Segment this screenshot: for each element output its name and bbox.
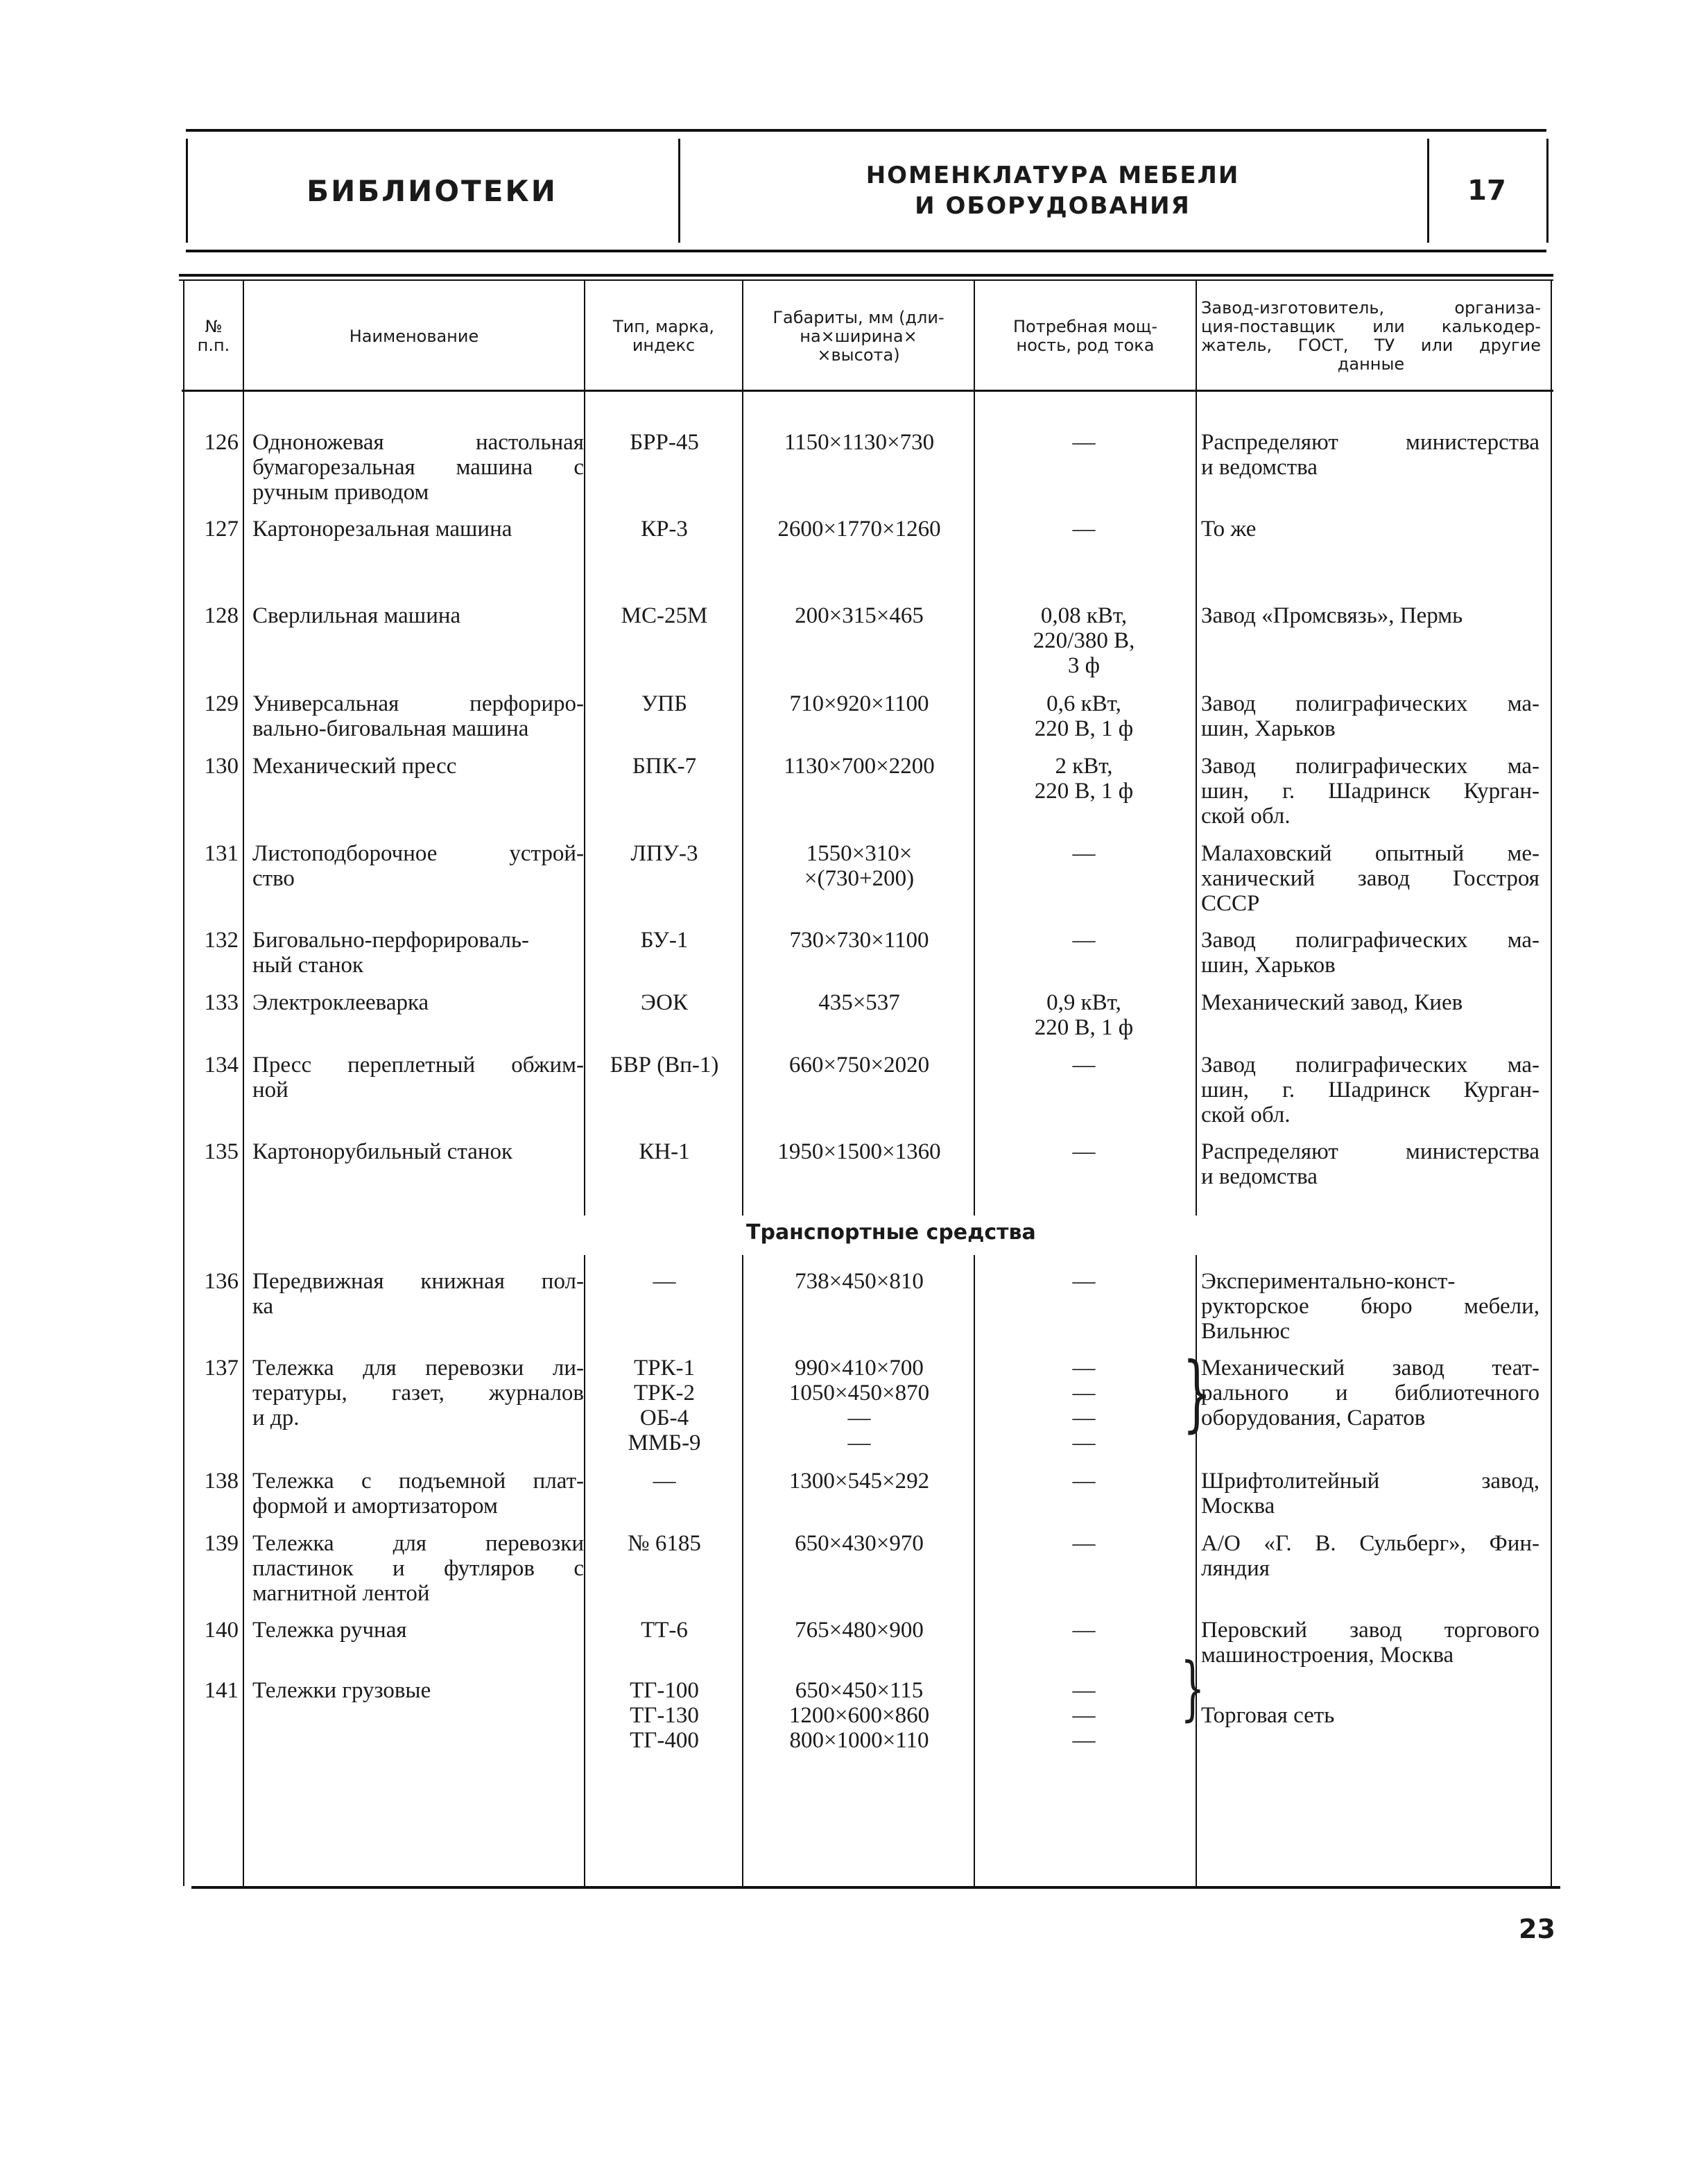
- cell-type: [588, 754, 741, 779]
- cell-dims: [746, 1531, 972, 1556]
- cell-dims: [746, 1618, 972, 1643]
- column-rule: [584, 1255, 585, 1886]
- cell-line: оборудования, Саратов: [1201, 1406, 1426, 1430]
- cell-line: бумагорезальная машина с: [252, 455, 584, 480]
- cell-line: ской обл.: [1201, 1102, 1291, 1127]
- section-title-transport: Транспортные средства: [746, 1220, 1036, 1245]
- cell-line: Тележка для перевозки ли-: [252, 1356, 584, 1381]
- cell-line: —: [1072, 1469, 1096, 1494]
- cell-line: 650×430×970: [795, 1531, 924, 1556]
- cell-line: ство: [252, 866, 295, 891]
- cell-line: Механический завод, Киев: [1201, 990, 1463, 1015]
- cell-no: 141: [204, 1678, 239, 1703]
- cell-no: 129: [204, 691, 239, 716]
- cell-line: 2 кВт,: [1055, 754, 1113, 779]
- column-header-no: [184, 284, 243, 388]
- cell-line: ханический завод Госстроя: [1201, 866, 1539, 891]
- sheet-number: 17: [1467, 175, 1506, 207]
- cell-line: —: [1072, 928, 1096, 953]
- cell-line: Завод полиграфических ма-: [1201, 754, 1539, 779]
- cell-line: 220 В, 1 ф: [1034, 716, 1134, 741]
- cell-name: [252, 1618, 584, 1643]
- cell-line: Торговая сеть: [1201, 1703, 1335, 1728]
- cell-maker: [1201, 754, 1539, 829]
- cell-line: Экспериментально-конст-: [1201, 1269, 1456, 1294]
- right-brace: }: [1182, 1345, 1212, 1442]
- cell-line: ОБ-4: [639, 1406, 689, 1430]
- cell-dims: [746, 603, 972, 628]
- cell-line: Распределяют министерства: [1201, 430, 1539, 455]
- cell-line: БПК-7: [632, 754, 697, 779]
- header-text: Габариты, мм (дли-: [773, 307, 944, 327]
- cell-line: —: [653, 1469, 676, 1494]
- document-header: [186, 129, 1546, 252]
- cell-maker: [1201, 928, 1539, 978]
- table-top-rule: [179, 274, 1553, 277]
- cell-dims: [746, 691, 972, 716]
- cell-line: 1950×1500×1360: [777, 1139, 941, 1164]
- cell-name: [252, 754, 584, 779]
- cell-line: 200×315×465: [795, 603, 924, 628]
- cell-line: Распределяют министерства: [1201, 1139, 1539, 1164]
- cell-no: 127: [204, 517, 239, 542]
- cell-dims: [746, 841, 972, 891]
- cell-line: Тележки грузовые: [252, 1678, 431, 1703]
- cell-line: Перовский завод торгового: [1201, 1618, 1539, 1643]
- cell-line: —: [653, 1269, 676, 1294]
- cell-line: КН-1: [639, 1139, 690, 1164]
- cell-line: —: [847, 1430, 871, 1455]
- cell-line: 738×450×810: [795, 1269, 924, 1294]
- cell-line: 435×537: [818, 990, 900, 1015]
- column-rule: [1196, 279, 1197, 1216]
- cell-line: —: [1072, 1678, 1096, 1703]
- cell-line: ТРК-2: [633, 1381, 695, 1406]
- cell-line: пластинок и футляров с: [252, 1556, 584, 1581]
- cell-line: 990×410×700: [795, 1356, 924, 1381]
- cell-line: —: [1072, 1356, 1096, 1381]
- cell-line: А/О «Г. В. Сульберг», Фин-: [1201, 1531, 1539, 1556]
- cell-type: [588, 691, 741, 716]
- cell-name: [252, 517, 584, 542]
- cell-power: [979, 1531, 1189, 1556]
- cell-no: 130: [204, 754, 239, 779]
- cell-line: Завод «Промсвязь», Пермь: [1201, 603, 1463, 628]
- cell-maker: [1201, 1678, 1539, 1728]
- cell-line: —: [1072, 430, 1096, 455]
- cell-line: тературы, газет, журналов: [252, 1381, 584, 1406]
- column-rule: [742, 279, 743, 1216]
- header-text: ×высота): [817, 345, 900, 365]
- cell-line: вально-биговальная машина: [252, 716, 529, 741]
- cell-type: [588, 990, 741, 1015]
- cell-line: рального и библиотечного: [1201, 1381, 1539, 1406]
- cell-line: —: [1072, 1381, 1096, 1406]
- cell-line: Электроклееварка: [252, 990, 429, 1015]
- right-brace: }: [1180, 1648, 1205, 1729]
- cell-line: 1150×1130×730: [784, 430, 935, 455]
- cell-name: [252, 1531, 584, 1606]
- cell-line: и ведомства: [1201, 455, 1318, 480]
- cell-no: 139: [204, 1531, 239, 1556]
- cell-line: 0,9 кВт,: [1046, 990, 1121, 1015]
- cell-line: —: [1072, 1269, 1096, 1294]
- cell-power: [979, 1618, 1189, 1643]
- cell-line: ТТ-6: [641, 1618, 688, 1643]
- column-rule: [742, 1255, 743, 1886]
- cell-name: [252, 841, 584, 891]
- cell-line: КР-3: [641, 517, 688, 542]
- cell-type: [588, 841, 741, 866]
- cell-line: Завод полиграфических ма-: [1201, 691, 1539, 716]
- cell-line: —: [1072, 1618, 1096, 1643]
- column-rule: [1551, 279, 1552, 1886]
- cell-type: [588, 1053, 741, 1078]
- cell-type: [588, 1356, 741, 1455]
- cell-name: [252, 1139, 584, 1164]
- cell-line: и ведомства: [1201, 1164, 1318, 1189]
- cell-no: 135: [204, 1139, 239, 1164]
- cell-power: [979, 1269, 1189, 1294]
- cell-line: —: [1072, 1430, 1096, 1455]
- cell-type: [588, 928, 741, 953]
- cell-line: Биговально-перфорироваль-: [252, 928, 530, 953]
- cell-line: —: [1072, 841, 1096, 866]
- cell-maker: [1201, 990, 1539, 1015]
- cell-dims: [746, 517, 972, 542]
- cell-type: [588, 517, 741, 542]
- cell-no: 133: [204, 990, 239, 1015]
- cell-line: шин, Харьков: [1201, 953, 1336, 978]
- cell-line: Тележка для перевозки: [252, 1531, 584, 1556]
- cell-line: ММБ-9: [628, 1430, 701, 1455]
- header-text: ность, род тока: [1016, 336, 1155, 355]
- cell-line: Завод полиграфических ма-: [1201, 928, 1539, 953]
- header-text: жатель, ГОСТ, ТУ или другие: [1201, 336, 1541, 355]
- cell-line: То же: [1201, 517, 1257, 542]
- cell-no: 137: [204, 1356, 239, 1381]
- cell-line: —: [1072, 1139, 1096, 1164]
- cell-line: ЭОК: [640, 990, 689, 1015]
- header-text: ция-поставщик или калькодер-: [1201, 317, 1541, 336]
- cell-type: [588, 1678, 741, 1753]
- cell-line: —: [1072, 1406, 1096, 1430]
- cell-name: [252, 603, 584, 628]
- cell-line: Одноножевая настольная: [252, 430, 584, 455]
- cell-line: Тележка с подъемной плат-: [252, 1469, 584, 1494]
- cell-dims: [746, 990, 972, 1015]
- cell-line: Универсальная перфориро-: [252, 691, 584, 716]
- cell-maker: [1201, 1053, 1539, 1127]
- cell-maker: [1201, 691, 1539, 741]
- cell-name: [252, 1469, 584, 1519]
- column-rule: [974, 279, 975, 1216]
- cell-line: Сверлильная машина: [252, 603, 461, 628]
- cell-name: [252, 430, 584, 505]
- cell-no: 136: [204, 1269, 239, 1294]
- table-top-rule-thin: [179, 279, 1553, 281]
- cell-line: 710×920×1100: [789, 691, 929, 716]
- cell-line: магнитной лентой: [252, 1581, 430, 1606]
- cell-dims: [746, 1469, 972, 1494]
- cell-line: Листоподборочное устрой-: [252, 841, 584, 866]
- header-text: Тип, марка,: [612, 317, 715, 336]
- cell-line: ТРК-1: [633, 1356, 695, 1381]
- header-text: п.п.: [197, 336, 230, 355]
- cell-power: [979, 517, 1189, 542]
- cell-line: 220 В, 1 ф: [1034, 779, 1134, 804]
- cell-maker: [1201, 517, 1539, 542]
- cell-type: [588, 1469, 741, 1494]
- cell-dims: [746, 1139, 972, 1164]
- cell-maker: [1201, 1618, 1539, 1668]
- cell-line: 0,6 кВт,: [1046, 691, 1121, 716]
- cell-line: 0,08 кВт,: [1040, 603, 1128, 628]
- cell-line: ной: [252, 1078, 288, 1102]
- column-header-type: [585, 284, 742, 388]
- cell-line: Передвижная книжная пол-: [252, 1269, 584, 1294]
- column-header-dimensions: [743, 284, 974, 388]
- cell-power: [979, 1356, 1189, 1455]
- cell-line: Механический завод теат-: [1201, 1356, 1539, 1381]
- cell-line: 1550×310×: [806, 841, 913, 866]
- cell-dims: [746, 1678, 972, 1753]
- cell-no: 132: [204, 928, 239, 953]
- header-text: индекс: [632, 336, 696, 355]
- cell-line: Москва: [1201, 1494, 1275, 1519]
- cell-name: [252, 1269, 584, 1319]
- cell-line: Завод полиграфических ма-: [1201, 1053, 1539, 1078]
- cell-power: [979, 754, 1189, 804]
- cell-name: [252, 691, 584, 741]
- cell-line: № 6185: [628, 1531, 701, 1556]
- cell-line: ТГ-400: [630, 1728, 699, 1753]
- cell-no: 138: [204, 1469, 239, 1494]
- cell-type: [588, 1269, 741, 1294]
- cell-line: ТГ-130: [630, 1703, 699, 1728]
- cell-line: БВР (Вп-1): [610, 1053, 719, 1078]
- cell-line: Малаховский опытный ме-: [1201, 841, 1539, 866]
- page-number: 23: [1519, 1914, 1555, 1944]
- cell-power: [979, 841, 1189, 866]
- cell-name: [252, 1678, 584, 1703]
- table-header-rule: [182, 390, 1553, 392]
- cell-line: шин, г. Шадринск Курган-: [1201, 1078, 1539, 1102]
- cell-maker: [1201, 1356, 1539, 1430]
- cell-maker: [1201, 1139, 1539, 1189]
- cell-line: формой и амортизатором: [252, 1494, 498, 1519]
- cell-no: 134: [204, 1053, 239, 1078]
- cell-line: —: [1072, 517, 1096, 542]
- column-rule: [183, 279, 184, 1886]
- cell-no: 140: [204, 1618, 239, 1643]
- cell-name: [252, 928, 584, 978]
- title-line: И ОБОРУДОВАНИЯ: [915, 192, 1191, 220]
- cell-power: [979, 1469, 1189, 1494]
- cell-line: 1130×700×2200: [784, 754, 935, 779]
- cell-no: 131: [204, 841, 239, 866]
- cell-maker: [1201, 841, 1539, 916]
- cell-line: Картонорубильный станок: [252, 1139, 513, 1164]
- cell-power: [979, 603, 1189, 678]
- column-header-manufacturer: [1201, 284, 1541, 388]
- cell-power: [979, 990, 1189, 1040]
- cell-line: шин, Харьков: [1201, 716, 1336, 741]
- header-text: Завод-изготовитель, организа-: [1201, 298, 1541, 318]
- cell-maker: [1201, 1469, 1539, 1519]
- cell-dims: [746, 1356, 972, 1455]
- table-bottom-rule: [191, 1886, 1560, 1889]
- cell-line: 730×730×1100: [789, 928, 929, 953]
- cell-dims: [746, 1269, 972, 1294]
- cell-line: ляндия: [1201, 1556, 1270, 1581]
- cell-line: шин, г. Шадринск Курган-: [1201, 779, 1539, 804]
- cell-line: БУ-1: [640, 928, 689, 953]
- cell-power: [979, 928, 1189, 953]
- cell-line: ЛПУ-3: [630, 841, 698, 866]
- document-title: [678, 132, 1427, 250]
- cell-dims: [746, 754, 972, 779]
- column-rule: [243, 279, 244, 1886]
- cell-line: ×(730+200): [804, 866, 915, 891]
- cell-line: [1201, 1678, 1539, 1703]
- cell-maker: [1201, 603, 1539, 628]
- cell-power: [979, 430, 1189, 455]
- cell-dims: [746, 430, 972, 455]
- cell-line: Картонорезальная машина: [252, 517, 512, 542]
- cell-no: 126: [204, 430, 239, 455]
- cell-line: рукторское бюро мебели,: [1201, 1294, 1539, 1319]
- cell-type: [588, 1531, 741, 1556]
- cell-line: БРР-45: [630, 430, 699, 455]
- cell-line: СССР: [1201, 891, 1260, 916]
- column-rule: [584, 279, 585, 1216]
- column-header-power: [975, 284, 1196, 388]
- cell-type: [588, 1618, 741, 1643]
- cell-line: 220 В, 1 ф: [1034, 1015, 1134, 1040]
- cell-line: 765×480×900: [795, 1618, 924, 1643]
- cell-line: —: [1072, 1053, 1096, 1078]
- cell-line: ТГ-100: [630, 1678, 699, 1703]
- cell-line: 650×450×115: [795, 1678, 924, 1703]
- cell-type: [588, 430, 741, 455]
- cell-name: [252, 990, 584, 1015]
- header-text: на×ширина×: [800, 326, 917, 346]
- cell-name: [252, 1356, 584, 1430]
- cell-line: Шрифтолитейный завод,: [1201, 1469, 1539, 1494]
- header-text: №: [205, 317, 223, 336]
- cell-maker: [1201, 1531, 1539, 1581]
- cell-power: [979, 691, 1189, 741]
- cell-line: Пресс переплетный обжим-: [252, 1053, 584, 1078]
- cell-line: 220/380 В,: [1033, 628, 1135, 653]
- cell-line: 2600×1770×1260: [777, 517, 941, 542]
- cell-line: —: [1072, 1728, 1096, 1753]
- cell-line: ный станок: [252, 953, 364, 978]
- cell-line: Механический пресс: [252, 754, 457, 779]
- cell-line: УПБ: [641, 691, 688, 716]
- cell-maker: [1201, 430, 1539, 480]
- cell-type: [588, 1139, 741, 1164]
- title-line: НОМЕНКЛАТУРА МЕБЕЛИ: [865, 162, 1240, 189]
- cell-line: —: [1072, 1531, 1096, 1556]
- cell-line: 3 ф: [1067, 653, 1101, 678]
- cell-type: [588, 603, 741, 628]
- cell-line: ка: [252, 1294, 274, 1319]
- cell-line: Тележка ручная: [252, 1618, 407, 1643]
- column-header-name: Наименование: [349, 326, 479, 346]
- cell-line: Вильнюс: [1201, 1319, 1291, 1344]
- cell-line: 660×750×2020: [788, 1053, 930, 1078]
- cell-line: машиностроения, Москва: [1201, 1643, 1454, 1668]
- cell-line: ской обл.: [1201, 804, 1291, 829]
- header-text: данные: [1337, 354, 1405, 374]
- cell-line: 1050×450×870: [788, 1381, 930, 1406]
- cell-line: 800×1000×110: [789, 1728, 929, 1753]
- cell-dims: [746, 928, 972, 953]
- cell-maker: [1201, 1269, 1539, 1344]
- cell-line: —: [847, 1406, 871, 1430]
- cell-line: ручным приводом: [252, 480, 429, 505]
- cell-dims: [746, 1053, 972, 1078]
- cell-name: [252, 1053, 584, 1102]
- cell-power: [979, 1139, 1189, 1164]
- cell-power: [979, 1053, 1189, 1078]
- cell-no: 128: [204, 603, 239, 628]
- header-text: Потребная мощ-: [1012, 317, 1158, 336]
- column-rule: [974, 1255, 975, 1886]
- cell-line: 1300×545×292: [788, 1469, 930, 1494]
- cell-power: [979, 1678, 1189, 1753]
- cell-line: МС-25М: [621, 603, 708, 628]
- cell-line: 1200×600×860: [788, 1703, 930, 1728]
- section-name: БИБЛИОТЕКИ: [307, 173, 558, 208]
- cell-line: и др.: [252, 1406, 300, 1430]
- header-divider: [1546, 139, 1549, 243]
- cell-line: —: [1072, 1703, 1096, 1728]
